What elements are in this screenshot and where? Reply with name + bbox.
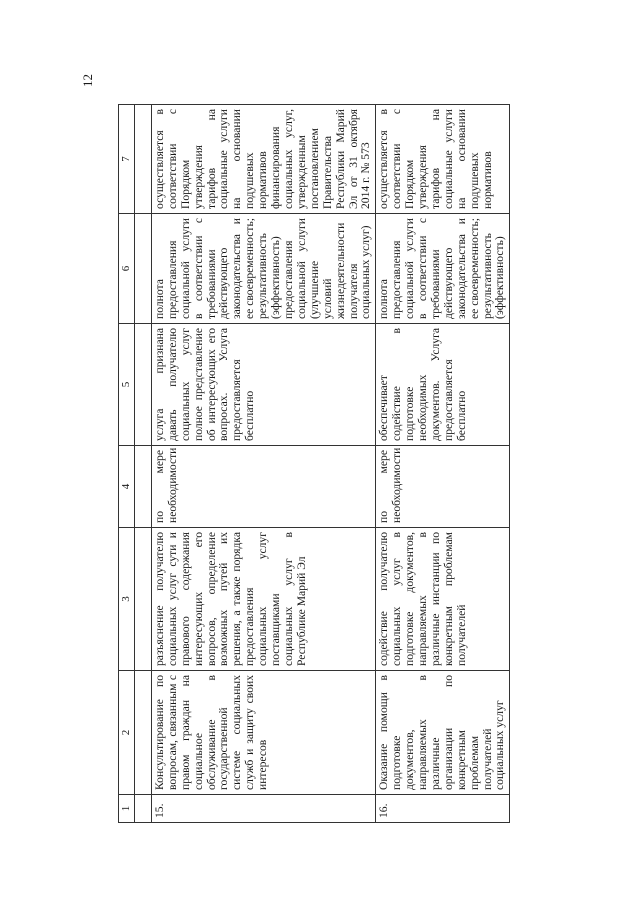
provision-conditions: осуществляется в соответствии с Порядком утверждения тарифов на социальные услуги на основании подушевых нормативов — [376, 105, 510, 214]
service-name: Консультирование по вопросам, связанным с правом граждан на социальное обслуживание в государственной системе социальных служб и защиту своих интересов — [151, 671, 375, 795]
provision-conditions: осуществляется в соответствии с Порядком утверждения тарифов на социальные услуги на основании подушевых нормативов финансирования социальных услуг, утвержденным постановлением Правительства Республики Марий Эл от 31 октября 2014 г. № 573 — [151, 105, 375, 214]
column-header-4: 4 — [119, 446, 135, 528]
quality-indicators: полнота предоставления социальной услуги в соответствии с требованиями действующего законодательства и ее своевременность; результативность (эффективность) — [376, 214, 510, 324]
column-header-6: 6 — [119, 214, 135, 324]
column-header-2: 2 — [119, 671, 135, 795]
column-header-1: 1 — [119, 795, 135, 823]
column-header-5: 5 — [119, 324, 135, 446]
spacer-row — [134, 105, 151, 823]
table-row — [376, 105, 510, 823]
service-name: Оказание помощи в подготовке документов, направляемых в различные организации по конкретным проблемам получателей социальных услуг — [376, 671, 510, 795]
row-number: 16. — [376, 795, 510, 823]
page-number: 12 — [80, 74, 95, 87]
service-content: разъяснение получателю социальных услуг сути и правового содержания интересующих его вопросов, определение возможных путей их решения, а также порядка предоставления социальных услуг поставщиками социальных услуг в Республике Марий Эл — [151, 528, 375, 671]
service-standard: обеспечивает содействие в подготовке необходимых документов. Услуга предоставляется бесплатно — [376, 324, 510, 446]
column-header-7: 7 — [119, 105, 135, 214]
quality-indicators: полнота предоставления социальной услуги в соответствии с требованиями действующего законодательства и ее своевременность; результативность (эффективность) предоставления социальной услуги (улучшение условий жизнедеятельности получателя социальных услуг) — [151, 214, 375, 324]
service-content: содействие получателю социальных услуг в подготовке документов, направляемых в различные инстанции по конкретным проблемам получателей — [376, 528, 510, 671]
table-header-row — [119, 105, 135, 823]
service-timing: по мере необходимости — [151, 446, 375, 528]
table-row — [151, 105, 375, 823]
service-timing: по мере необходимости — [376, 446, 510, 528]
column-header-3: 3 — [119, 528, 135, 671]
service-standard: услуга признана давать получателю социальных услуг полное представление об интересующих его вопросах. Услуга предоставляется бесплатно — [151, 324, 375, 446]
row-number: 15. — [151, 795, 375, 823]
services-table — [118, 104, 510, 823]
